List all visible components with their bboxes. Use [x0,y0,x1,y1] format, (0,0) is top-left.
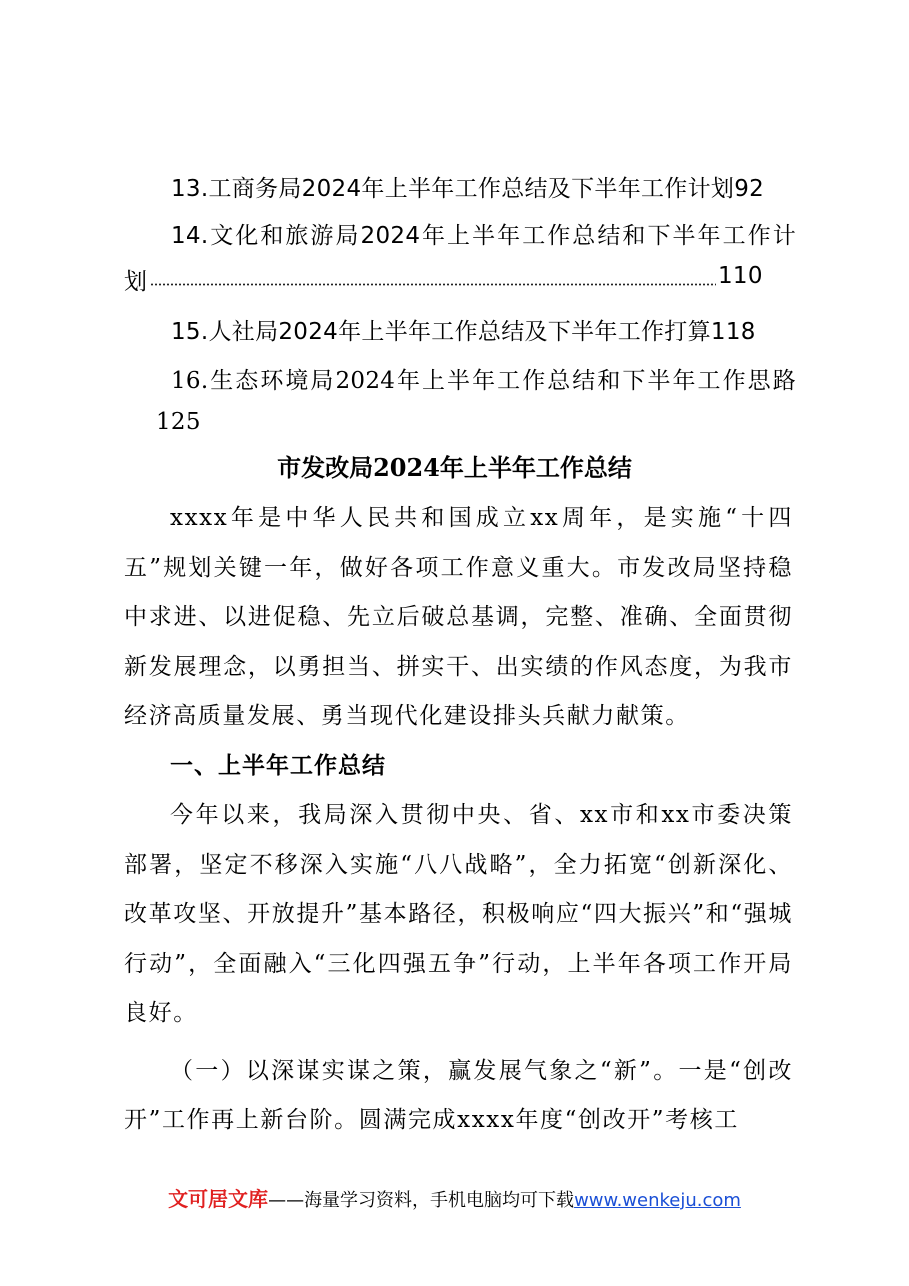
document-body [124,494,793,1146]
paragraph-intro: xxxx年是中华人民共和国成立xx周年，是实施“十四五”规划关键一年，做好各项工作意义重大。市发改局坚持稳中求进、以进促稳、先立后破总基调，完整、准确、全面贯彻新发展理念，以勇担当、拼实干、出实绩的作风态度，为我市经济高质量发展、勇当现代化建设排头兵献力献策。 [124,505,793,729]
footer-brand: 文可居文库 [168,1187,269,1211]
toc-item-14[interactable]: 14.文化和旅游局2024年上半年工作总结和下半年工作计 [171,223,796,249]
footer-link[interactable]: www.wenkeju.com [574,1190,741,1211]
paragraph-summary: 今年以来，我局深入贯彻中央、省、xx市和xx市委决策部署，坚定不移深入实施“八八战略”，全力拓宽“创新深化、改革攻坚、开放提升”基本路径，积极响应“四大振兴”和“强城行动”，全面融入“三化四强五争”行动，上半年各项工作开局良好。 [124,802,793,1026]
document-title: 市发改局2024年上半年工作总结 [277,453,632,482]
footer-tagline: ——海量学习资料，手机电脑均可下载 [268,1190,575,1211]
toc-item-16-page: 125 [156,409,201,435]
toc-item-14-continuation: 划 [124,269,148,295]
toc-item-13[interactable]: 13.工商务局2024年上半年工作总结及下半年工作计划92 [171,176,765,202]
toc-item-14-page: 110 [718,263,763,289]
section-heading: 一、上半年工作总结 [170,752,386,779]
paragraph-subsection-1: （一）以深谋实谋之策，赢发展气象之“新”。一是“创改开”工作再上新台阶。圆满完成xxxx年度“创改开”考核工 [124,1057,793,1133]
toc-item-15[interactable]: 15.人社局2024年上半年工作总结及下半年工作打算118 [171,319,756,345]
toc-dot-leader [150,283,716,286]
toc-item-16[interactable]: 16.生态环境局2024年上半年工作总结和下半年工作思路 [171,368,796,394]
footer-banner [0,1183,909,1212]
